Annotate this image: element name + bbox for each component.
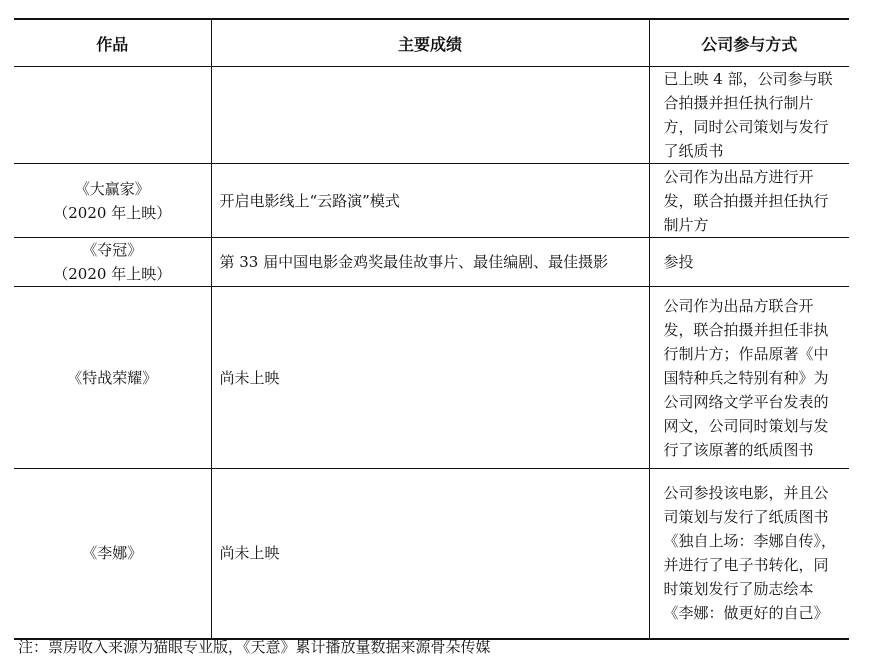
work-title: 《大赢家》 (74, 179, 150, 198)
table-row (14, 469, 849, 639)
works-table-container (14, 18, 849, 640)
participation-cell: 公司作为出品方进行开发，联合拍摄并担任执行制片方 (649, 164, 849, 238)
work-cell (14, 67, 211, 164)
participation-cell: 已上映 4 部，公司参与联合拍摄并担任执行制片方，同时公司策划与发行了纸质书 (649, 67, 849, 164)
work-cell: 《特战荣耀》 (67, 368, 158, 387)
work-cell (14, 238, 211, 287)
table-row (14, 164, 849, 238)
table-row (14, 238, 849, 287)
header-work: 作品 (96, 34, 129, 54)
achievement-cell: 开启电影线上“云路演”模式 (211, 164, 649, 238)
work-title: 《夺冠》 (82, 241, 143, 259)
achievement-cell: 第 33 届中国电影金鸡奖最佳故事片、最佳编剧、最佳摄影 (211, 238, 649, 287)
participation-cell: 公司参投该电影，并且公司策划与发行了纸质图书《独自上场：李娜自传》，并进行了电子书转化，同时策划发行了励志绘本《李娜：做更好的自己》 (649, 469, 849, 639)
participation-cell: 公司作为出品方联合开发，联合拍摄并担任非执行制片方；作品原著《中国特种兵之特别有种》为公司网络文学平台发表的网文，公司同时策划与发行了该原著的纸质图书 (649, 287, 849, 469)
table-footnote: 注：票房收入来源为猫眼专业版，《天意》累计播放量数据来源骨朵传媒 (18, 638, 491, 656)
achievement-cell: 尚未上映 (211, 469, 649, 639)
work-cell (14, 164, 211, 238)
achievement-cell (211, 67, 649, 164)
table-header-row (14, 19, 849, 67)
header-participation: 公司参与方式 (649, 19, 849, 67)
work-release-year: （2020 年上映） (53, 265, 172, 283)
work-release-year: （2020 年上映） (53, 203, 172, 222)
work-cell: 《李娜》 (82, 544, 143, 563)
achievement-cell: 尚未上映 (211, 287, 649, 469)
participation-cell: 参投 (649, 238, 849, 287)
table-row (14, 67, 849, 164)
works-table (14, 18, 849, 640)
header-achievement: 主要成绩 (211, 19, 649, 67)
table-row (14, 287, 849, 469)
